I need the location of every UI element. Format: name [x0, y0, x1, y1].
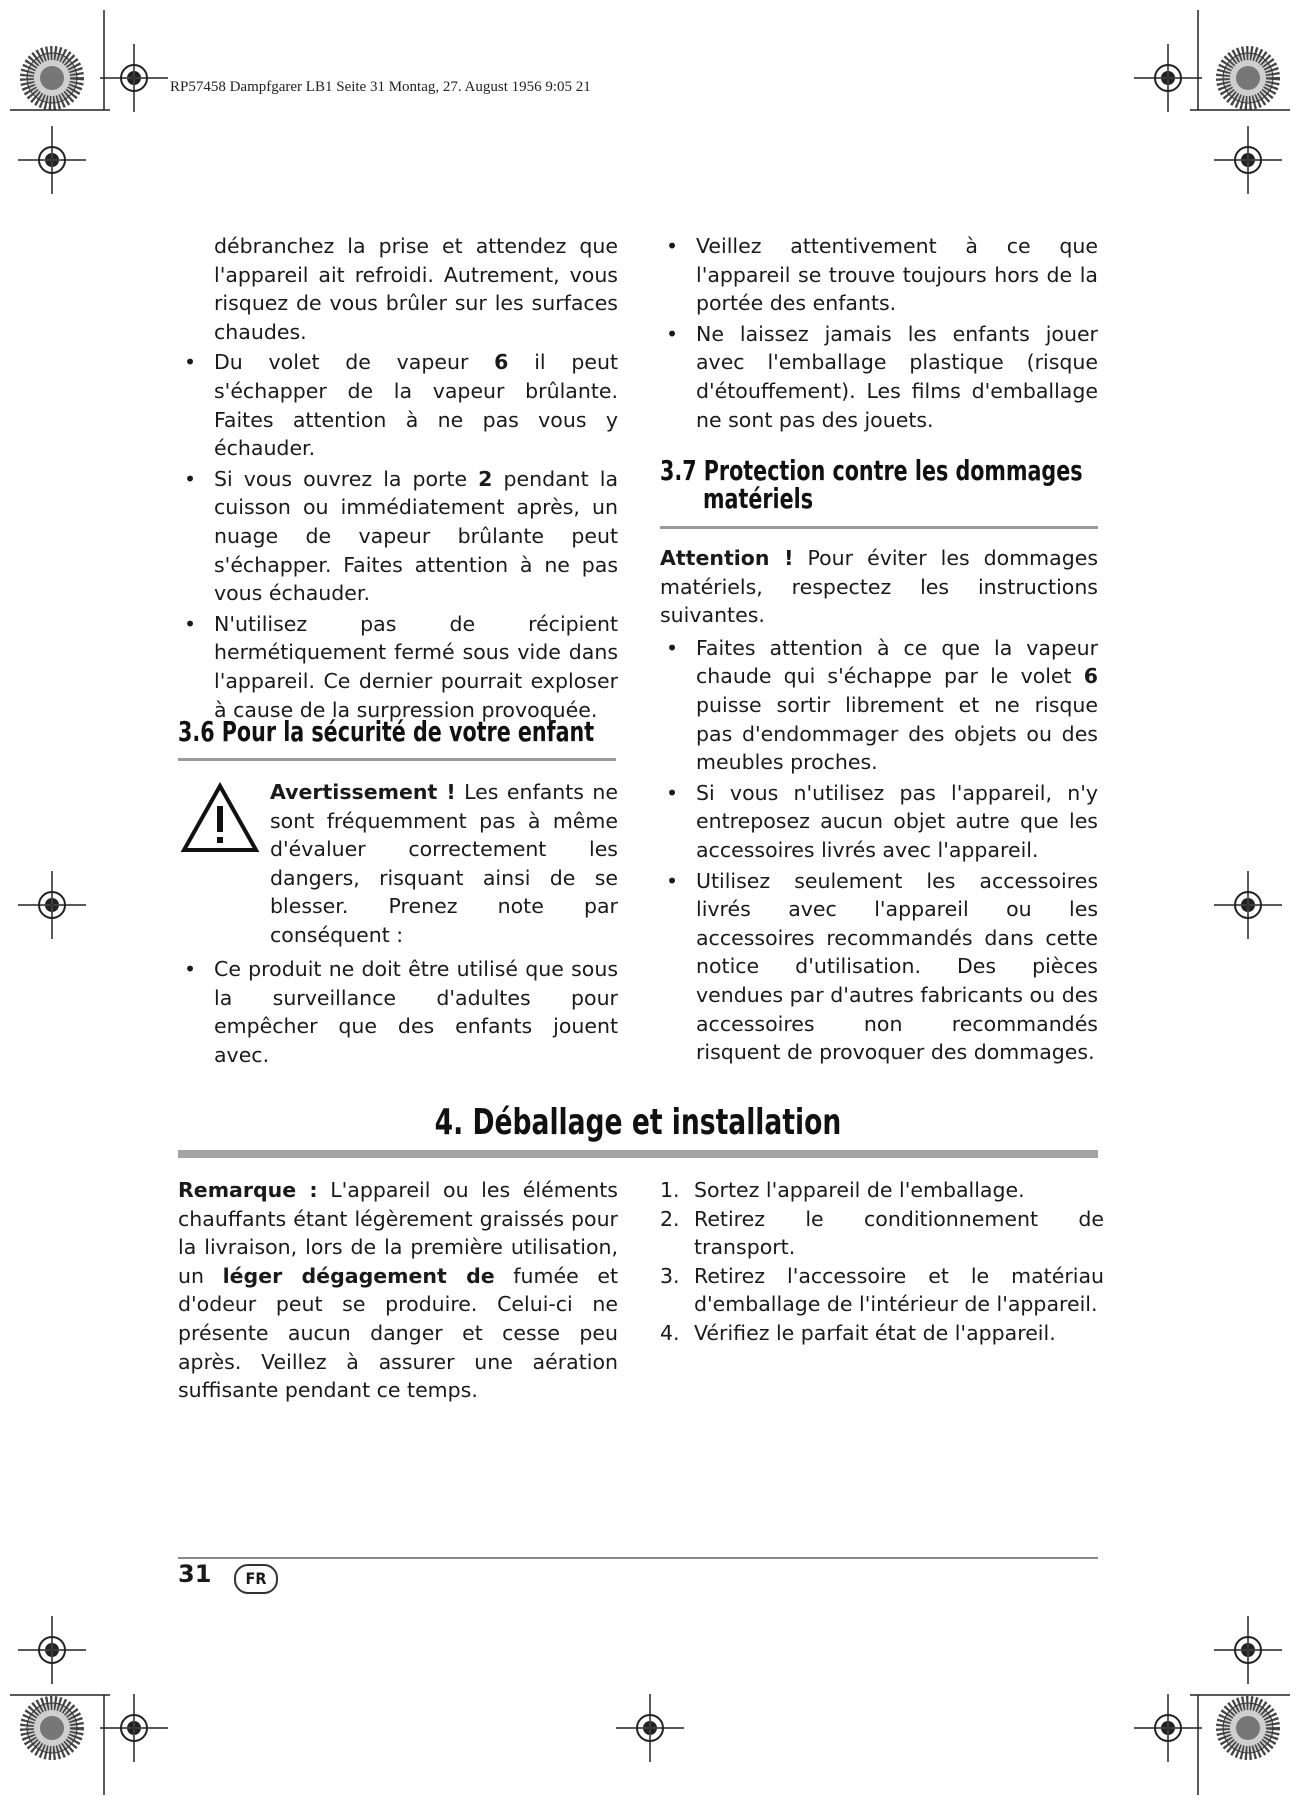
- warning-block: [270, 778, 618, 950]
- registration-mark-bottom-right: [1134, 1616, 1290, 1795]
- warning-label: Avertissement !: [270, 780, 456, 804]
- attention-paragraph: Attention ! Pour éviter les dommages matériels, respectez les instructions suivantes.: [660, 546, 1099, 628]
- registration-mark-mid-right: [1214, 871, 1282, 939]
- section-3-7-title-line1: 3.7 Protection contre les dommages: [660, 454, 1083, 487]
- right-column: [660, 232, 1098, 434]
- section-3-6-title: 3.6 Pour la sécurité de votre enfant: [178, 715, 595, 748]
- bullet-out-of-reach: • Veillez attentivement à ce que l'appareil se trouve toujours hors de la portée des enfants.: [660, 232, 1098, 318]
- section-3-6-rule: [178, 758, 616, 761]
- registration-mark-mid-left: [18, 871, 86, 939]
- bullet-accessories: • Utilisez seulement les accessoires livrés avec l'appareil ou les accessoires recommandés dans cette notice d'utilisation. Des pièces vendues par d'autres fabricants ou des accessoires non recommandés risquent de provoquer des dommages.: [660, 867, 1098, 1067]
- print-slug: RP57458 Dampfgarer LB1 Seite 31 Montag, 27. August 1956 9:05 21: [170, 79, 591, 95]
- registration-mark-bottom-left: [10, 1616, 168, 1795]
- footer-rule: [178, 1557, 1098, 1559]
- section-4-steps: [660, 1176, 1104, 1348]
- registration-mark-top-right: [1134, 10, 1290, 194]
- bullet-adult-supervision: • Ce produit ne doit être utilisé que sous la surveillance d'adultes pour empêcher que des enfants jouent avec.: [178, 955, 618, 1069]
- bullet-sealed-container: • N'utilisez pas de récipient hermétiquement fermé sous vide dans l'appareil. Ce dernier pourrait exploser à cause de la surpression provoquée.: [178, 610, 618, 724]
- registration-mark-bottom-center: [616, 1694, 684, 1762]
- step-item: 4. Vérifiez le parfait état de l'appareil.: [660, 1320, 1056, 1345]
- step-item: 1. Sortez l'appareil de l'emballage.: [660, 1178, 1025, 1202]
- section-4-title-wrap: [178, 1103, 1098, 1143]
- bullet-packaging: • Ne laissez jamais les enfants jouer avec l'emballage plastique (risque d'étouffement). Les films d'emballage ne sont pas des jouets.: [660, 320, 1098, 434]
- bullet-steam-free: • Faites attention à ce que la vapeur chaude qui s'échappe par le volet 6 puisse sortir librement et ne risque pas d'endommager des objets ou des meubles proches.: [660, 634, 1098, 777]
- language-badge: FR: [234, 1564, 278, 1594]
- continued-paragraph: débranchez la prise et attendez que l'appareil ait refroidi. Autrement, vous risquez de vous brûler sur les surfaces chaudes.: [214, 234, 618, 344]
- bullet-storage: • Si vous n'utilisez pas l'appareil, n'y entreposez aucun objet autre que les accessoires livrés avec l'appareil.: [660, 779, 1098, 865]
- bullet-steam-vent: • Du volet de vapeur 6 il peut s'échapper de la vapeur brûlante. Faites attention à ne pas vous y échauder.: [178, 348, 618, 462]
- step-item: 2. Retirez le conditionnement de transport.: [660, 1206, 1104, 1260]
- bullet-open-door: • Si vous ouvrez la porte 2 pendant la cuisson ou immédiatement après, un nuage de vapeur brûlante peut s'échapper. Faites attention à ne pas vous échauder.: [178, 465, 618, 608]
- registration-mark-top-left: [10, 10, 168, 194]
- section-3-7-title-line2: matériels: [703, 482, 814, 515]
- note-label: Remarque :: [178, 1178, 318, 1202]
- section-4-rule: [178, 1150, 1098, 1158]
- warning-text: Les enfants ne sont fréquemment pas à même d'évaluer correctement les dangers, risquant ainsi de se blesser. Prenez note par conséquent :: [270, 780, 619, 947]
- left-column: [178, 232, 618, 724]
- step-item: 3. Retirez l'accessoire et le matériau d'emballage de l'intérieur de l'appareil.: [660, 1263, 1104, 1317]
- warning-triangle-icon: [180, 782, 260, 854]
- right-column-lower: [660, 544, 1098, 1067]
- section-4-note: Remarque : L'appareil ou les éléments chauffants étant légèrement graissés pour la livraison, lors de la première utilisation, un léger dégagement de fumée et d'odeur peut se produire. Celui-ci ne présente aucun danger et cesse peu après. Veillez à assurer une aération suffisante pendant ce temps.: [178, 1178, 618, 1403]
- section-3-7-rule: [660, 526, 1098, 529]
- attention-label: Attention !: [660, 546, 794, 570]
- left-column-lower: [178, 955, 618, 1069]
- page-number: 31: [178, 1560, 212, 1588]
- section-4-title: 4. Déballage et installation: [434, 1102, 842, 1143]
